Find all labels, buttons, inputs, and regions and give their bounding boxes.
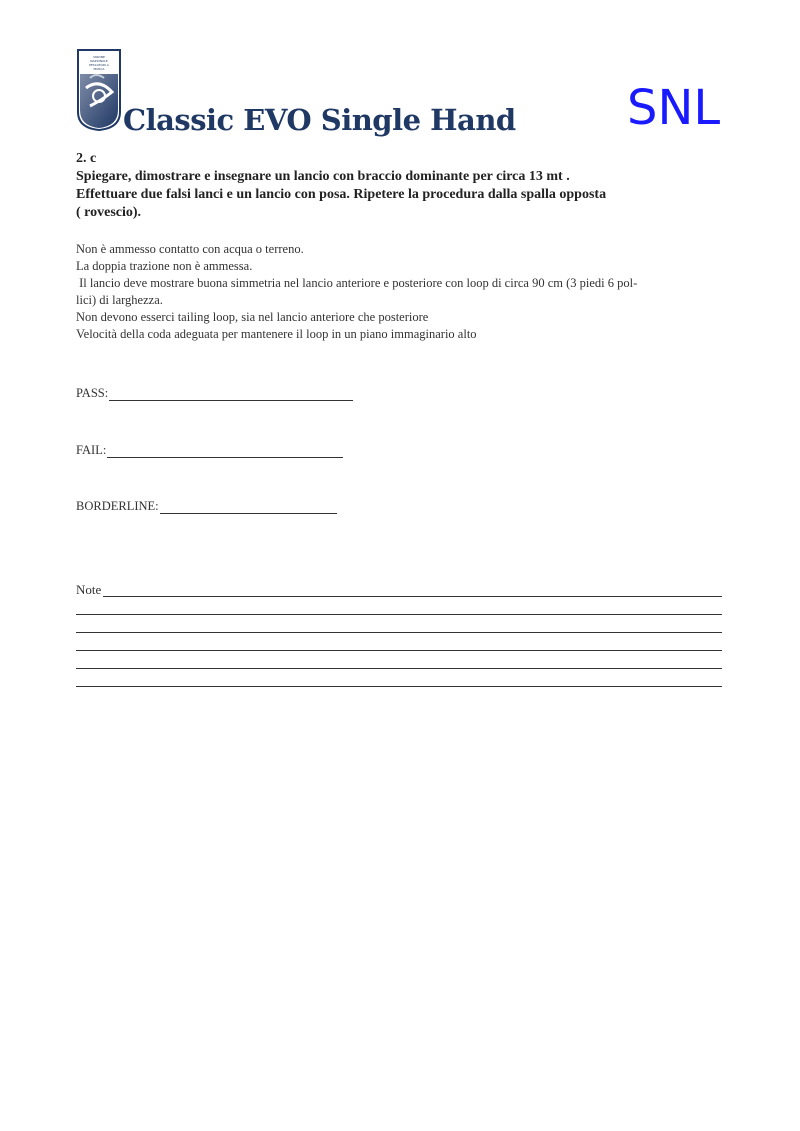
task-criteria xyxy=(76,241,726,343)
pass-label: PASS: xyxy=(76,386,109,400)
criteria-line: Velocità della coda adeguata per mantenere il loop in un piano immaginario alto xyxy=(76,327,477,341)
instruction-line: Effettuare due falsi lanci e un lancio con posa. Ripetere la procedura dalla spalla opposta xyxy=(76,187,607,202)
criteria-line: Il lancio deve mostrare buona simmetria nel lancio anteriore e posteriore con loop di circa 90 cm (3 piedi 6 pol- xyxy=(76,276,638,290)
page-title: Classic EVO Single Hand xyxy=(123,103,516,137)
criteria-line: Non è ammesso contatto con acqua o terreno. xyxy=(76,242,304,256)
note-line[interactable] xyxy=(76,668,722,669)
borderline-line[interactable] xyxy=(160,499,337,514)
instruction-line: Spiegare, dimostrare e insegnare un lancio con braccio dominante per circa 13 mt . xyxy=(76,169,570,184)
task-instructions xyxy=(76,168,726,222)
criteria-line: Non devono esserci tailing loop, sia nel lancio anteriore che posteriore xyxy=(76,310,429,324)
fail-line[interactable] xyxy=(107,443,343,458)
task-code: 2. c xyxy=(76,151,97,166)
borderline-field[interactable] xyxy=(76,499,337,514)
criteria-line: lici) di larghezza. xyxy=(76,293,163,307)
note-line[interactable] xyxy=(76,614,722,615)
note-line[interactable] xyxy=(76,686,722,687)
fail-label: FAIL: xyxy=(76,443,107,457)
note-line[interactable] xyxy=(76,596,722,597)
notes-label: Note xyxy=(76,582,102,597)
unpam-logo xyxy=(76,48,122,132)
note-line[interactable] xyxy=(76,650,722,651)
criteria-line: La doppia trazione non è ammessa. xyxy=(76,259,253,273)
level-badge: SNL xyxy=(627,80,721,136)
instruction-line: ( rovescio). xyxy=(76,205,142,220)
borderline-label: BORDERLINE: xyxy=(76,499,159,513)
pass-line[interactable] xyxy=(109,386,353,401)
pass-field[interactable] xyxy=(76,386,353,401)
fail-field[interactable] xyxy=(76,443,343,458)
note-line[interactable] xyxy=(76,632,722,633)
logo-text: UNIONE NAZIONALE PESCATORI A MOSCA xyxy=(89,55,109,71)
